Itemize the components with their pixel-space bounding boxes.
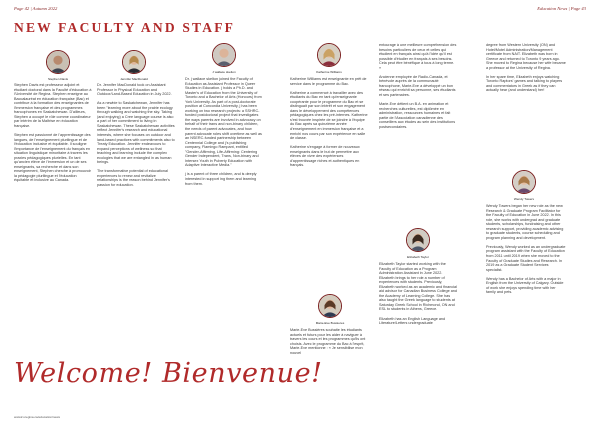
person-name: Elizabeth Taylor [407, 255, 429, 259]
portrait-katherine-williams [317, 43, 341, 67]
bio-elizabeth-taylor [379, 262, 457, 330]
bio-paragraph: j is a parent of three children, and is deeply interested in support ing them and learning from them. [185, 172, 257, 186]
portrait-stephen-davis [46, 50, 70, 74]
footer-url[interactable]: www2.uregina.ca/education/news [14, 415, 61, 419]
bio-katherine-williams [290, 77, 368, 172]
person-name: Stephen Davis [47, 77, 69, 81]
bio-paragraph: Elizabeth Taylor started working with the Faculty of Education as a Program Administration Assistant in June 2022. Elizabeth brings to her role a number of experiences with students. Previously, Elizabeth worked as an academic and financial aid advisor for Canadian Business College and the Academy of Learning College. She has also taught the Greek language to students at Saturday Greek School in Richmond, ON and ESL to students in Athens, Greece. [379, 262, 457, 312]
portrait-jennifer-macdonald [122, 50, 146, 74]
bio-marie-eve-continued [379, 43, 457, 134]
person-name: Jennifer MacDonald [120, 77, 148, 81]
bio-paragraph: Stephen Davis est professeur adjoint et étudiant doctoral dans la Faculté d'éducation à l'Université de Regina. Stephen enseigne au Baccalauréat en éducation française (Bac) et contribue à la formation des enseignantes de l'immersion française et des programmes francophones en Saskatchewan. D'ailleurs, Stephen a occupé le rôle comme coordinateur par intérim de la Maîtrise en éducation française. [14, 83, 92, 128]
bio-paragraph: Marie-Eve détient un B.A. en animation et recherches culturelles, est diplômée en administration, ressources humaines et fait partie de l'Association canadienne des conseillers aux études au sein des institutions postsecondaires. [379, 102, 456, 129]
bio-wendy-towers [486, 204, 566, 299]
bio-paragraph: entourage à une meilleure compréhension des besoins particuliers de ceux et celles qui étudient en français ainsi qu'à l'idée qu'il est possible d'étudier en français à ses besoins. Cela peut être bénéfique à tous à long terme. » [379, 43, 457, 70]
bio-paragraph: Katherine a commencé à travailler avec des étudiants du Bac en tant qu'enseignante coopérante pour le programme du Bac et se distinguait par son intérêt et son engagement dans le développement des compétences pédagogiques chez les pré-internes. Katherine s'est trouvée inspirée de se joindre à l'équipe du Bac après sa quinzième année d'enseignement en immersion française et a enrichi nos cours par son expérience en salle de classe. [290, 90, 368, 141]
bio-paragraph: Katherine Williams est enseignante en prêt de service dans le programme du Bac. [290, 77, 367, 86]
bio-paragraph: Stephen est passionné de l'apprentissage des langues, de l'enseignement plurilingue et de l'éducation inclusive et équitable. Il souligne l'importance de l'enseignement du français en situation linguistique minoritaire à travers les praxies pédagogiques plurielles. En tant qu'ancien élève de l'immersion et un de ses enseignants, sa recherche et dans son enseignement, Stephen cherche à promouvoir la pédagogie plurilingue et l'éducation équitable et inclusive au Canada. [14, 132, 91, 183]
bio-paragraph: Katherine s'engage à former de nouveaux enseignants dans le but de permettre aux élèves de vivre des expériences d'apprentissage riches et authentiques en français. [290, 145, 360, 168]
bio-paragraph: Dr. Jennifer MacDonald took on Assistant Professor in Physical Education and Outdoor/Land-Based Education in July 2022. [97, 83, 172, 97]
bio-elizabeth-continued [486, 43, 566, 97]
portrait-j-wallace-skelton [212, 43, 236, 67]
person-name: Wendy Towers [513, 197, 535, 201]
portrait-marie-eve-bussieres [318, 294, 342, 318]
bio-paragraph: Marie-Eve Bussières souhaite les étudiants actuels et futurs pour les aider à naviguer à travers les cours et les programmes qu'ils ont choisis. Avec le programme du Bac à l'esprit, Marie-Eve mentionne : « Je sensibilise mon nouvel [290, 328, 366, 355]
bio-marie-eve-bussieres [290, 328, 368, 360]
person-name: J wallace skelton [212, 70, 236, 74]
portrait-elizabeth-taylor [406, 228, 430, 252]
page-title: NEW FACULTY AND STAFF [14, 20, 236, 35]
bio-paragraph: Wendy Towers began her new role as the new Research & Graduate Program Facilitator for the Faculty of Education in June 2022. In this role, she works with undergrad and graduate students, scholarships, fundraising and other research support, providing academic advising to graduate students, course scheduling and program planning and development. [486, 204, 564, 240]
bio-paragraph: Ancienne employée de Radio-Canada, et bénévole auprès de la communauté francophone, Marie-Eve a développé un bon réseau qui enrichit sa personne, ses étudiants et ses partenaires. [379, 74, 456, 97]
person-name: Katherine Williams [316, 70, 342, 74]
person-name: Marie-Eve Bussieres [315, 321, 345, 325]
page-header-right: Education News | Page 43 [537, 6, 586, 11]
bio-stephen-davis [14, 83, 92, 187]
portrait-wendy-towers [512, 170, 536, 194]
bio-jennifer-macdonald [97, 83, 175, 192]
bio-paragraph: Previously, Wendy worked as an undergraduate program assistant with the Faculty of Education from 2011 until 2019 when she moved to the Faculty of Graduate Studies and Research. In 2019 as a Graduate Student Services specialist. [486, 244, 566, 272]
bio-paragraph: Elizabeth has an English Language and Literature/Letters undergraduate [379, 316, 446, 326]
bio-paragraph: In her spare time, Elizabeth enjoys watching Toronto Raptors' games and talking to players and commentators in Greek as if they can actually hear (and understand) her! [486, 74, 563, 93]
bio-paragraph: The transformative potential of educational experiences to renew and revitalize relationships is the reason behind Jennifer's passion for education. [97, 169, 170, 187]
bio-paragraph: degree from Western University (ON) and Hotel/Motel Administration/Management certificate from NAIT. Elizabeth was born in Greece and returned to Toronto 9 years ago. She moved to Regina because her wife became a professor at the University of Regina. [486, 43, 566, 70]
bio-paragraph: Wendy has a Bachelor of Arts with a major in English from the University of Calgary. Outside of work she enjoys spending time with her family and pets. [486, 276, 564, 295]
bio-paragraph: Dr. j wallace skelton joined the Faculty of Education as Assistant Professor in Queer Studies in Education. j holds a Ph.D. and Master's of Education from the University of Toronto and a Bachelor of Arts (Honours) from York University. As part of a post-doctorate position at Concordia University, j has been working on two research projects: a SSHRC-funded postdoctoral project that investigates the ways parents are involved in advocacy on behalf of their trans and non-binary children, the needs of parent advocates, and how parent advocate roles shift overtime as well as an NSERC-funded partnership between Centennial College and j's publishing company, Flamingo Rampant, entitled "Gender-Affirming, Life-Affirming: Centering Gender Independent, Trans, Non-binary and Intersex Youth in Puberty Education with Adaptive Interactive Media." [185, 77, 262, 168]
page-header-left: Page 42 | Autumn 2022 [14, 6, 58, 11]
bio-paragraph: As a newbie to Saskatchewan, Jennifer has been "learning more about the prairie ecology through walking and watching the sky. Taking (and enjoying) a Cree language course is also a part of her commitment to living in Saskatchewan. These Saskatchewan activities reflect Jennifer's research and educational interests, where she focuses on outdoor and land-based practices with commitments also to Treaty Education. Jennifer endeavours to expand perceptions of wellness so that teaching and learning include the complex ecologies that we are entangled in as human beings. [97, 101, 175, 165]
bio-j-wallace-skelton [185, 77, 263, 191]
welcome-banner: Welcome! Bienvenue! [14, 358, 323, 389]
